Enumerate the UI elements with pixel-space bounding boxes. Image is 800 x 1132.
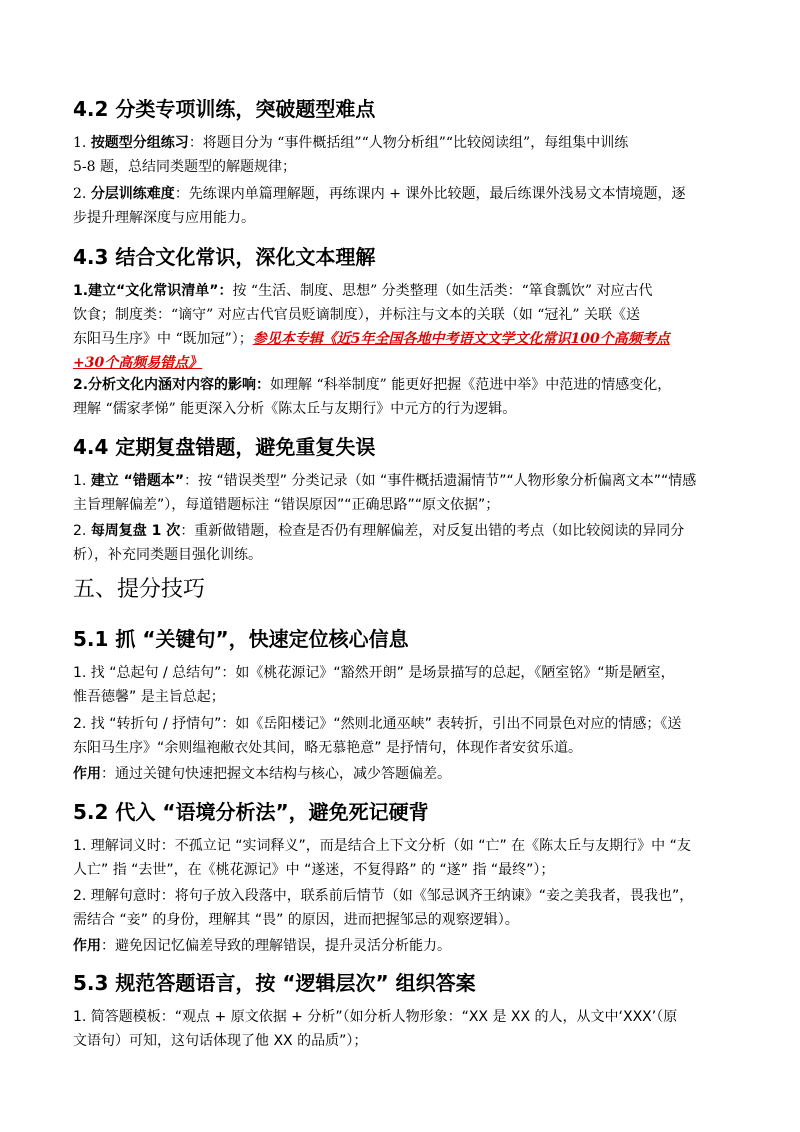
paragraph-5-1-2: 2. 找 “转折句 / 抒情句”：如《岳阳楼记》“然则北通巫峡” 表转折，引出不同景色对应的情感；《送 东阳马生序》“余则缊袍敝衣处其间，略无慕艳意” 是抒情句，体现作者安贫乐道。	[73, 716, 682, 756]
term-label: 分层训练难度	[90, 186, 175, 202]
paragraph-5-2-3: 作用：避免因记忆偏差导致的理解错误，提升灵活分析能力。	[73, 938, 451, 954]
term-label: 作用	[73, 766, 101, 782]
paragraph-4-2-1: 1. 按题型分组练习：将题目分为 “事件概括组”“人物分析组”“比较阅读组”，每组集中训练 5-8 题，总结同类题型的解题规律；	[73, 135, 629, 175]
paragraph-5-1-1: 1. 找 “总起句 / 总结句”：如《桃花源记》“豁然开朗” 是场景描写的总起，《陋室铭》“斯是陋室， 惟吾德馨” 是主旨总起；	[73, 665, 675, 705]
heading-5-1: 5.1 抓 “关键句”，快速定位核心信息	[73, 627, 409, 651]
paragraph-5-2-1: 1. 理解词义时：不孤立记 “实词释义”，而是结合上下文分析（如 “亡” 在《陈太丘与友期行》中 “友 人亡” 指 “去世”，在《桃花源记》中 “遂迷，不复得路” 的 “遂” 指 “最终”）；	[73, 838, 691, 878]
paragraph-5-3-1: 1. 简答题模板：“观点 + 原文依据 + 分析”（如分析人物形象：“XX 是 XX 的人，从文中‘XXX’（原 文语句）可知，这句话体现了他 XX 的品质”）；	[73, 1009, 678, 1049]
term-label: 每周复盘 1 次	[90, 523, 181, 539]
term-label: 按题型分组练习	[90, 135, 189, 151]
paragraph-4-4-1: 1. 建立 “错题本”：按 “错误类型” 分类记录（如 “事件概括遗漏情节”“人物形象分析偏离文本”“情感 主旨理解偏差”），每道错题标注 “错误原因”“正确思路”“原文依据”；	[73, 473, 697, 513]
paragraph-4-3-2: 2.分析文化内涵对内容的影响：如理解 “科举制度” 能更好把握《范进中举》中范进的情感变化， 理解 “儒家孝悌” 能更深入分析《陈太丘与友期行》中元方的行为逻辑。	[73, 377, 672, 417]
heading-4-2: 4.2 分类专项训练，突破题型难点	[73, 97, 376, 121]
heading-4-4: 4.4 定期复盘错题，避免重复失误	[73, 435, 376, 459]
term-label: 建立 “错题本”	[90, 473, 185, 489]
reference-link-continued[interactable]: +30个高频易错点》	[73, 355, 203, 371]
paragraph-4-3-1: 1.建立“文化常识清单”：按 “生活、制度、思想” 分类整理（如生活类：“箪食瓢饮” 对应古代 饮食；制度类：“谪守” 对应古代官员贬谪制度），并标注与文本的关联（如 “冠礼” 关联《送 东阳马生序》中 “既加冠”）；参见本专辑《近5年全国各地中考语文文学文化常识100个高频考点 +30个高频易错点》	[73, 283, 670, 371]
paragraph-5-2-2: 2. 理解句意时：将句子放入段落中，联系前后情节（如《邹忌讽齐王纳谏》“妾之美我者，畏我也”， 需结合 “妾” 的身份，理解其 “畏” 的原因，进而把握邹忌的观察逻辑）。	[73, 888, 694, 928]
term-label: 作用	[73, 938, 101, 954]
heading-5-3: 5.3 规范答题语言，按 “逻辑层次” 组织答案	[73, 971, 476, 995]
heading-4-3: 4.3 结合文化常识，深化文本理解	[73, 245, 376, 269]
term-label: 1.建立“文化常识清单”：	[73, 283, 233, 299]
term-label: 2.分析文化内涵对内容的影响：	[73, 377, 271, 393]
reference-link[interactable]: 参见本专辑《近5年全国各地中考语文文学文化常识100个高频考点	[252, 331, 670, 347]
paragraph-4-4-2: 2. 每周复盘 1 次：重新做错题，检查是否仍有理解偏差，对反复出错的考点（如比较阅读的异同分 析），补充同类题目强化训练。	[73, 523, 685, 563]
paragraph-4-2-2: 2. 分层训练难度：先练课内单篇理解题，再练课内 + 课外比较题，最后练课外浅易文本情境题，逐 步提升理解深度与应用能力。	[73, 186, 686, 226]
paragraph-5-1-3: 作用：通过关键句快速把握文本结构与核心，减少答题偏差。	[73, 766, 451, 782]
heading-section-5: 五、提分技巧	[73, 577, 206, 602]
heading-5-2: 5.2 代入 “语境分析法”，避免死记硬背	[73, 800, 429, 824]
